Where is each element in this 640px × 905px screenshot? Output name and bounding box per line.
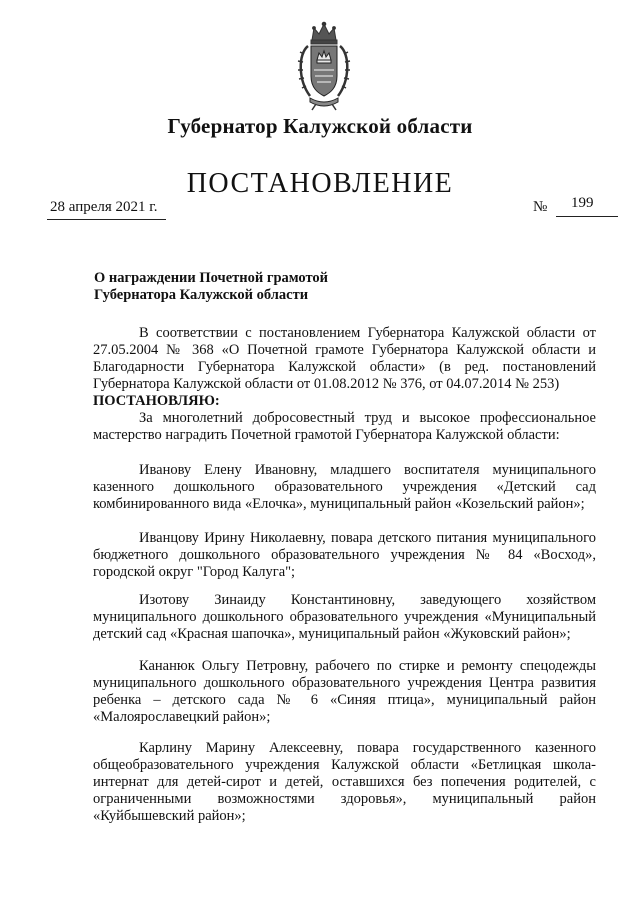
subject-line-1: О награждении Почетной грамотой (94, 270, 329, 286)
subject-line-2: Губернатора Калужской области (94, 287, 309, 303)
coat-of-arms-emblem (294, 20, 354, 112)
decree-word: ПОСТАНОВЛЯЮ: (93, 393, 220, 409)
awardee-paragraph (93, 740, 596, 825)
awardee-text: Иванцову Ирину Николаевну, повара детского питания муниципального бюджетного дошкольного образовательного учреждения № 84 «Восход», городской округ "Город Калуга"; (93, 530, 596, 580)
award-intro-text: За многолетний добросовестный труд и высокое профессиональное мастерство наградить Почетной грамотой Губернатора Калужской области: (93, 410, 596, 443)
document-date: 28 апреля 2021 г. (50, 199, 158, 215)
document-subject (94, 270, 328, 304)
awardee-paragraph (93, 592, 596, 643)
number-underline (556, 216, 618, 217)
awardee-paragraph (93, 658, 596, 726)
preamble-paragraph (93, 325, 596, 393)
document-number: 199 (571, 195, 594, 211)
awardee-paragraph (93, 530, 596, 581)
document-number-sign: № (533, 199, 548, 215)
date-underline (47, 219, 166, 220)
document-type-title: ПОСТАНОВЛЕНИЕ (186, 168, 454, 199)
issuing-authority: Губернатор Калужской области (167, 114, 473, 138)
preamble-text: В соответствии с постановлением Губернатора Калужской области от 27.05.2004 № 368 «О Почетной грамоте Губернатора Калужской области и Благодарности Губернатора Калужской области» (в ред. постановлений Губернатора Калужской области от 01.08.2012 № 376, от 04.07.2014 № 253) (93, 325, 596, 392)
awardee-text: Кананюк Ольгу Петровну, рабочего по стирке и ремонту спецодежды муниципального дошкольного образовательного учреждения Центра развития ребенка – детского сада № 6 «Синяя птица», муниципальный район «Малоярославецкий район»; (93, 658, 596, 725)
awardee-text: Изотову Зинаиду Константиновну, заведующего хозяйством муниципального дошкольного образовательного учреждения «Муниципальный детский сад «Красная шапочка», муниципальный район «Жуковский район»; (93, 592, 596, 642)
awardee-paragraph (93, 462, 596, 513)
awardee-text: Иванову Елену Ивановну, младшего воспитателя муниципального казенного дошкольного образовательного учреждения «Детский сад комбинированного вида «Елочка», муниципальный район «Козельский район»; (93, 462, 596, 512)
award-intro-paragraph (93, 410, 596, 444)
awardee-text: Карлину Марину Алексеевну, повара государственного казенного общеобразовательного учреждения Калужской области «Бетлицкая школа-интернат для детей-сирот и детей, оставшихся без попечения родителей, с ограниченными возможностями здоровья», муниципальный район «Куйбышевский район»; (93, 740, 596, 824)
